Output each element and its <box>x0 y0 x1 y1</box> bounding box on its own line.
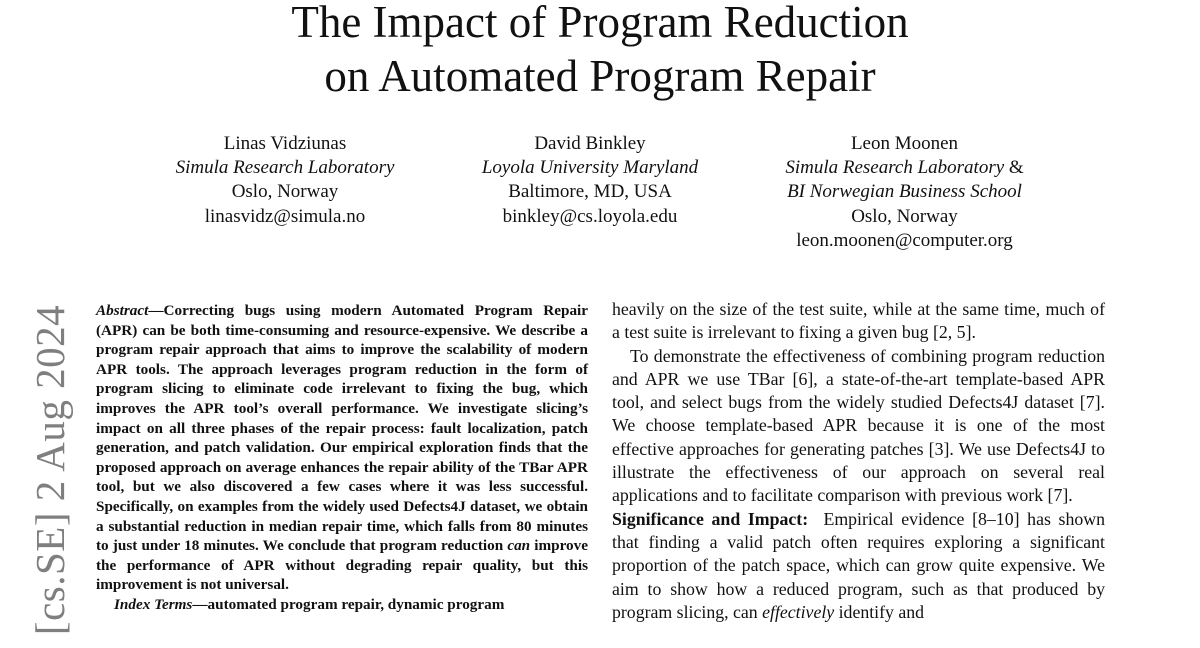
author-affiliation: Loyola University Maryland <box>481 157 699 179</box>
affiliation-joiner: & <box>1004 157 1024 179</box>
author-email: linasvidz@simula.no <box>204 205 366 227</box>
index-terms-dash: — <box>192 595 208 613</box>
author-block-binkley <box>440 132 740 229</box>
abstract-column <box>96 301 588 615</box>
author-email: binkley@cs.loyola.edu <box>502 205 678 227</box>
author-affiliation: Simula Research Laboratory <box>785 157 1005 179</box>
author-name: David Binkley <box>534 133 646 154</box>
author-block-moonen <box>752 132 1057 253</box>
author-location: Oslo, Norway <box>851 205 958 227</box>
author-name: Linas Vidziunas <box>223 133 347 154</box>
index-terms-paragraph <box>96 595 588 615</box>
author-block-vidziunas <box>140 132 430 229</box>
author-name: Leon Moonen <box>850 133 959 154</box>
author-email: leon.moonen@computer.org <box>796 229 1013 251</box>
title-line-1: The Impact of Program Reduction <box>291 0 909 47</box>
abstract-emphasis-can: can <box>507 537 531 555</box>
author-affiliation: Simula Research Laboratory <box>175 157 395 179</box>
significance-text-part-2: identify and <box>834 601 925 622</box>
index-terms-text: automated program repair, dynamic program <box>207 595 505 613</box>
significance-emphasis-effectively: effectively <box>762 601 835 622</box>
author-location: Oslo, Norway <box>231 181 339 203</box>
abstract-text-part-2: improve the performance of APR without degrading repair quality, but this improvement is not universal. <box>96 537 588 594</box>
author-affiliation-line <box>752 156 1057 180</box>
abstract-paragraph <box>96 301 588 595</box>
author-affiliation-2: BI Norwegian Business School <box>787 181 1022 203</box>
abstract-label: Abstract <box>96 302 149 319</box>
paper-title <box>0 0 1200 103</box>
intro-column <box>612 298 1105 624</box>
significance-text-part-1: Empirical evidence [8–10] has shown that finding a valid patch often requires exploring a significant proportion of the patch space, which can grow quite expensive. We aim to show how a reduced program, such as that produced by program slicing, can <box>612 508 1105 622</box>
intro-paragraph-1: heavily on the size of the test suite, while at the same time, much of a test suite is irrelevant to fixing a given bug [2, 5]. <box>612 299 1105 343</box>
intro-paragraph-2: To demonstrate the effectiveness of combining program reduction and APR we use TBar [6], a state-of-the-art template-based APR tool, and select bugs from the widely studied Defects4J dataset [7]. We choose template-based APR because it is one of the most effective approaches for generating patches [3]. We use Defects4J to illustrate the effectiveness of our approach on several real applications and to facilitate comparison with previous work [7]. <box>612 345 1105 506</box>
arxiv-side-stamp: [cs.SE] 2 Aug 2024 <box>27 304 73 636</box>
abstract-text-part-1: Correcting bugs using modern Automated Program Repair (APR) can be both time-consuming and resource-expensive. We describe a program repair approach that aims to improve the scalability of modern APR tools. The approach leverages program reduction in the form of program slicing to eliminate code irrelevant to fixing the bug, which improves the APR tool’s overall performance. We investigate slicing’s impact on all three phases of the repair process: fault localization, patch generation, and patch validation. Our empirical exploration finds that the proposed approach on average enhances the repair ability of the TBar APR tool, but we also discovered a few cases where it was less successful. Specifically, on examples from the widely used Defects4J dataset, we obtain a substantial reduction in median repair time, which falls from 80 minutes to just under 18 minutes. We conclude that program reduction <box>96 302 588 555</box>
abstract-dash: — <box>148 302 164 319</box>
index-terms-label: Index Terms <box>114 595 193 613</box>
significance-paragraph <box>612 508 1105 624</box>
author-location: Baltimore, MD, USA <box>508 181 672 203</box>
significance-heading: Significance and Impact: <box>612 508 809 529</box>
title-line-2: on Automated Program Repair <box>324 51 876 101</box>
